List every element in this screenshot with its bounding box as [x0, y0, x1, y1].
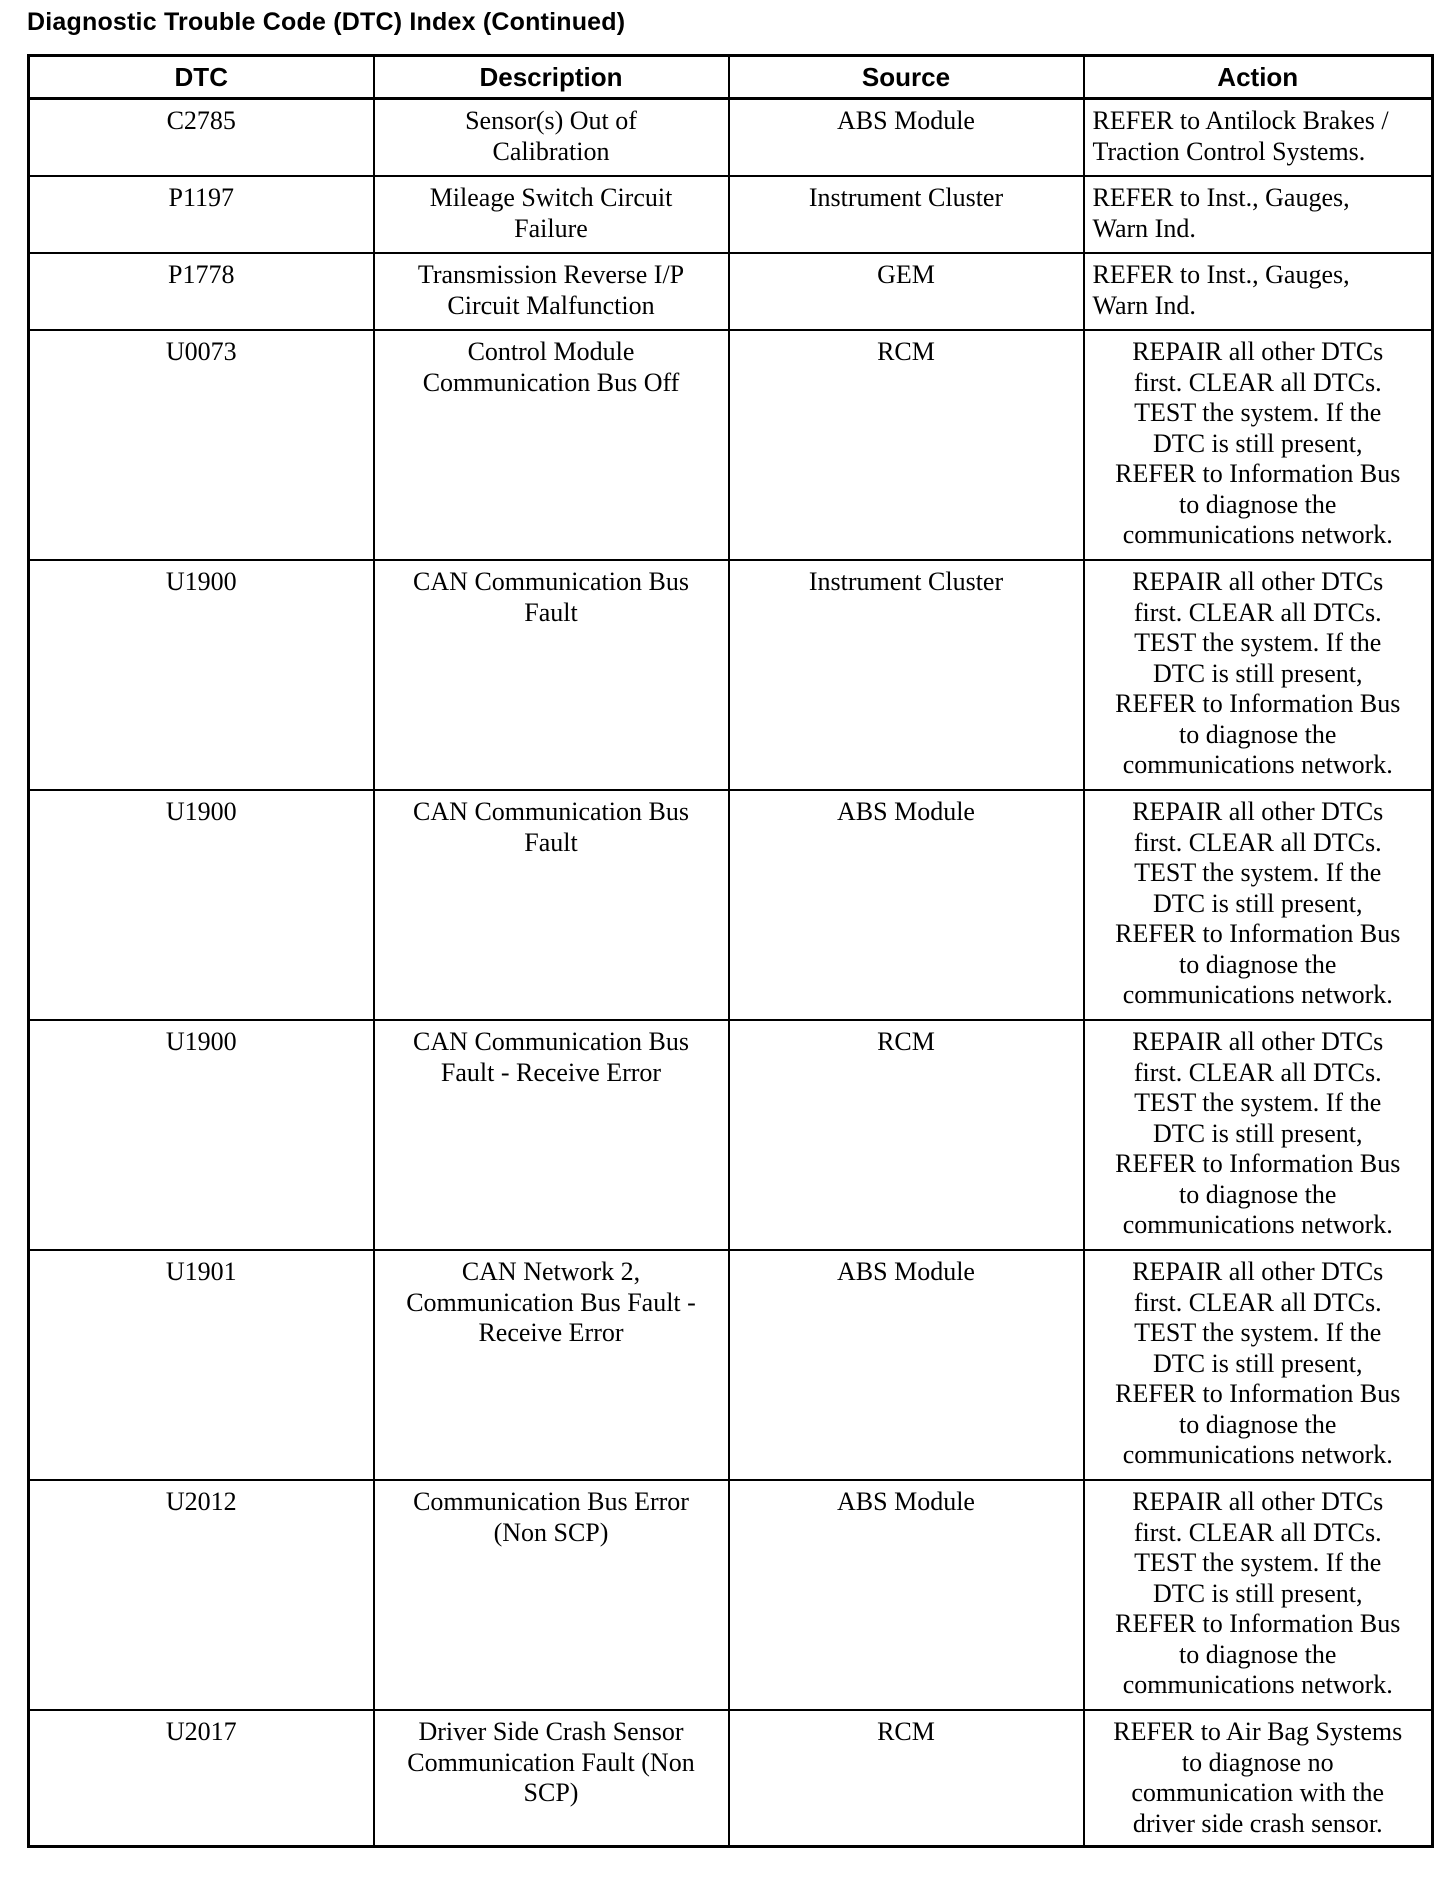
dtc-code-cell: P1778	[29, 253, 374, 330]
source-cell: Instrument Cluster	[729, 560, 1084, 790]
source-cell: ABS Module	[729, 1480, 1084, 1710]
action-cell: REPAIR all other DTCs first. CLEAR all DTCs. TEST the system. If the DTC is still present, REFER to Information Bus to diagnose the communications network.	[1084, 330, 1433, 560]
action-cell: REPAIR all other DTCs first. CLEAR all DTCs. TEST the system. If the DTC is still present, REFER to Information Bus to diagnose the communications network.	[1084, 1480, 1433, 1710]
source-cell: Instrument Cluster	[729, 176, 1084, 253]
table-row	[29, 1250, 1433, 1480]
description-cell: Transmission Reverse I/P Circuit Malfunction	[374, 253, 729, 330]
page-title: Diagnostic Trouble Code (DTC) Index (Continued)	[27, 8, 626, 36]
description-cell: CAN Communication Bus Fault - Receive Error	[374, 1020, 729, 1250]
table-row	[29, 790, 1433, 1020]
table-row	[29, 176, 1433, 253]
source-cell: ABS Module	[729, 1250, 1084, 1480]
source-cell: ABS Module	[729, 790, 1084, 1020]
table-row	[29, 1480, 1433, 1710]
source-cell: RCM	[729, 330, 1084, 560]
action-cell: REPAIR all other DTCs first. CLEAR all DTCs. TEST the system. If the DTC is still present, REFER to Information Bus to diagnose the communications network.	[1084, 790, 1433, 1020]
dtc-code-cell: C2785	[29, 99, 374, 177]
action-cell: REPAIR all other DTCs first. CLEAR all DTCs. TEST the system. If the DTC is still present, REFER to Information Bus to diagnose the communications network.	[1084, 560, 1433, 790]
source-cell: GEM	[729, 253, 1084, 330]
action-cell: REPAIR all other DTCs first. CLEAR all DTCs. TEST the system. If the DTC is still present, REFER to Information Bus to diagnose the communications network.	[1084, 1020, 1433, 1250]
table-header-row	[29, 56, 1433, 99]
action-cell: REFER to Inst., Gauges, Warn Ind.	[1084, 253, 1433, 330]
dtc-code-cell: U2017	[29, 1710, 374, 1847]
table-row	[29, 1020, 1433, 1250]
dtc-code-cell: U1900	[29, 1020, 374, 1250]
action-cell: REFER to Inst., Gauges, Warn Ind.	[1084, 176, 1433, 253]
dtc-index-table	[27, 54, 1434, 1848]
dtc-code-cell: U2012	[29, 1480, 374, 1710]
description-cell: Mileage Switch Circuit Failure	[374, 176, 729, 253]
source-cell: RCM	[729, 1020, 1084, 1250]
description-cell: CAN Communication Bus Fault	[374, 560, 729, 790]
dtc-code-cell: U1900	[29, 560, 374, 790]
header-description: Description	[374, 56, 729, 99]
table-row	[29, 1710, 1433, 1847]
description-cell: Sensor(s) Out of Calibration	[374, 99, 729, 177]
description-cell: Driver Side Crash Sensor Communication Fault (Non SCP)	[374, 1710, 729, 1847]
dtc-code-cell: U0073	[29, 330, 374, 560]
table-row	[29, 560, 1433, 790]
description-cell: Control Module Communication Bus Off	[374, 330, 729, 560]
dtc-code-cell: P1197	[29, 176, 374, 253]
header-action: Action	[1084, 56, 1433, 99]
dtc-code-cell: U1901	[29, 1250, 374, 1480]
table-row	[29, 253, 1433, 330]
source-cell: RCM	[729, 1710, 1084, 1847]
action-cell: REPAIR all other DTCs first. CLEAR all DTCs. TEST the system. If the DTC is still present, REFER to Information Bus to diagnose the communications network.	[1084, 1250, 1433, 1480]
description-cell: CAN Communication Bus Fault	[374, 790, 729, 1020]
action-cell: REFER to Antilock Brakes / Traction Control Systems.	[1084, 99, 1433, 177]
source-cell: ABS Module	[729, 99, 1084, 177]
description-cell: CAN Network 2, Communication Bus Fault - Receive Error	[374, 1250, 729, 1480]
dtc-code-cell: U1900	[29, 790, 374, 1020]
description-cell: Communication Bus Error (Non SCP)	[374, 1480, 729, 1710]
action-cell: REFER to Air Bag Systems to diagnose no communication with the driver side crash sensor.	[1084, 1710, 1433, 1847]
table-row	[29, 330, 1433, 560]
header-source: Source	[729, 56, 1084, 99]
table-row	[29, 99, 1433, 177]
header-dtc: DTC	[29, 56, 374, 99]
